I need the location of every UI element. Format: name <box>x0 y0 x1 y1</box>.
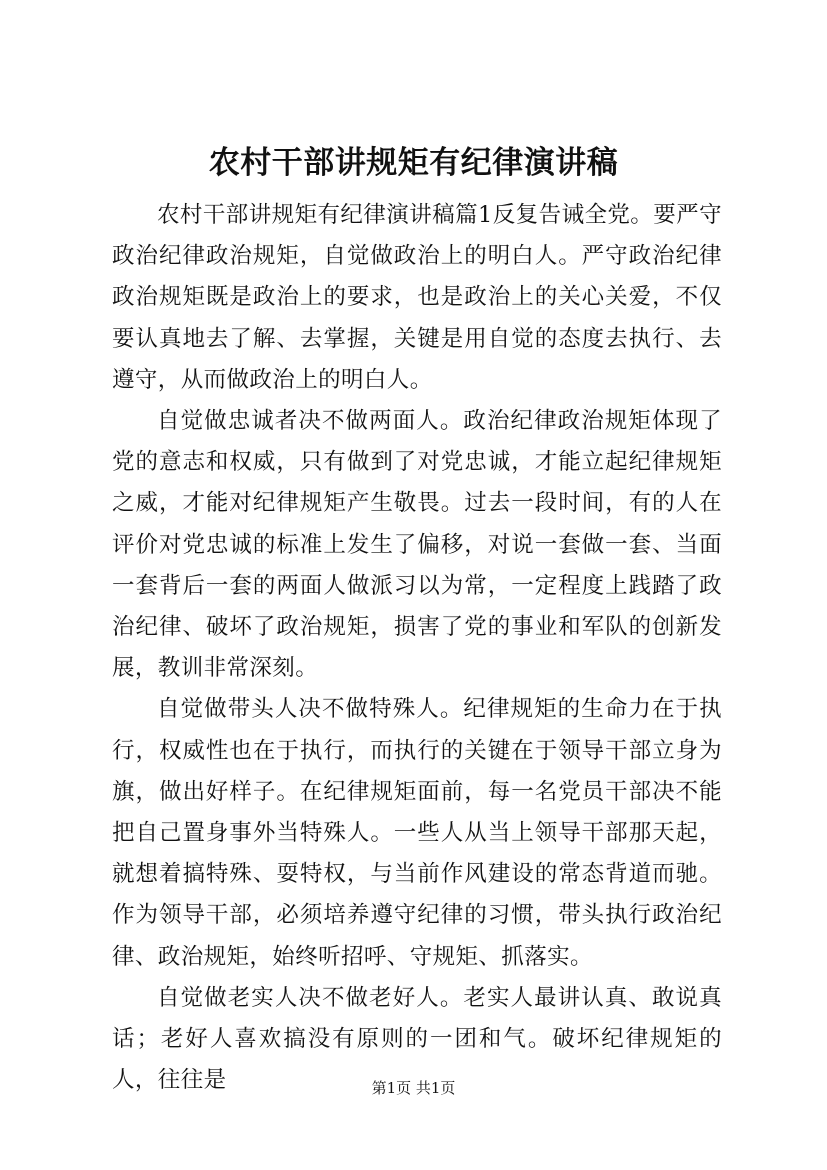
paragraph-4: 自觉做老实人决不做老好人。老实人最讲认真、敢说真话；老好人喜欢搞没有原则的一团和气。破坏纪律规矩的人，往往是 <box>112 984 722 1094</box>
paragraph-3: 自觉做带头人决不做特殊人。纪律规矩的生命力在于执行，权威性也在于执行，而执行的关键在于领导干部立身为旗，做出好样子。在纪律规矩面前，每一名党员干部决不能把自己置身事外当特殊人。一些人从当上领导干部那天起，就想着搞特殊、耍特权，与当前作风建设的常态背道而驰。作为领导干部，必须培养遵守纪律的习惯，带头执行政治纪律、政治规矩，始终听招呼、守规矩、抓落实。 <box>112 696 722 970</box>
document-body <box>112 195 722 1101</box>
page-footer: 第1页 共1页 <box>371 1079 456 1097</box>
paragraph-2: 自觉做忠诚者决不做两面人。政治纪律政治规矩体现了党的意志和权威，只有做到了对党忠诚，才能立起纪律规矩之威，才能对纪律规矩产生敬畏。过去一段时间，有的人在评价对党忠诚的标准上发生了偏移，对说一套做一套、当面一套背后一套的两面人做派习以为常，一定程度上践踏了政治纪律、破坏了政治规矩，损害了党的事业和军队的创新发展，教训非常深刻。 <box>112 408 722 682</box>
paragraph-1: 农村干部讲规矩有纪律演讲稿篇1反复告诫全党。要严守政治纪律政治规矩，自觉做政治上的明白人。严守政治纪律政治规矩既是政治上的要求，也是政治上的关心关爱，不仅要认真地去了解、去掌握，关键是用自觉的态度去执行、去遵守，从而做政治上的明白人。 <box>112 202 722 393</box>
document-title: 农村干部讲规矩有纪律演讲稿 <box>208 145 619 181</box>
